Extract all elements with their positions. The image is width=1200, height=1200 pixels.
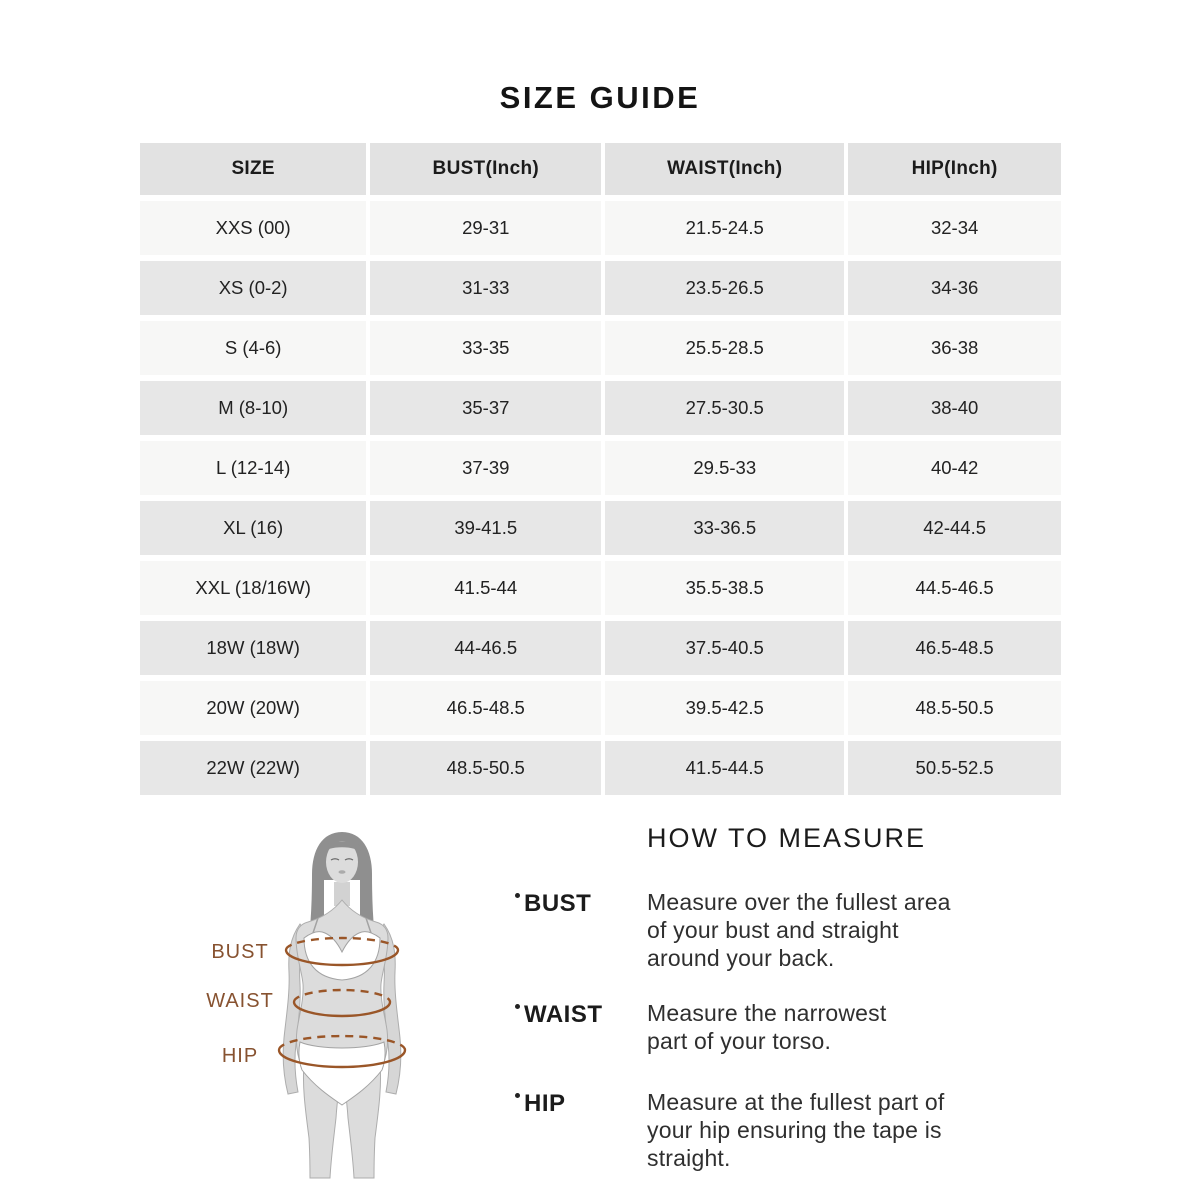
- hip-cell: 48.5-50.5: [848, 681, 1061, 735]
- waist-cell: 25.5-28.5: [605, 321, 844, 375]
- bust-cell: 39-41.5: [370, 501, 601, 555]
- hip-cell: 38-40: [848, 381, 1061, 435]
- waist-cell: 33-36.5: [605, 501, 844, 555]
- measure-label-text: WAIST: [524, 1001, 603, 1028]
- bullet-dot-icon: [515, 893, 520, 898]
- table-row: [140, 261, 1061, 315]
- waist-cell: 39.5-42.5: [605, 681, 844, 735]
- measure-text-bust: Measure over the fullest area of your bust and straight around your back.: [647, 889, 951, 971]
- measure-label-text: BUST: [524, 890, 592, 917]
- bust-cell: 44-46.5: [370, 621, 601, 675]
- size-cell: 20W (20W): [140, 681, 366, 735]
- header-waist: WAIST(Inch): [605, 143, 844, 195]
- header-size: SIZE: [140, 143, 366, 195]
- size-cell: M (8-10): [140, 381, 366, 435]
- size-cell: XXL (18/16W): [140, 561, 366, 615]
- bust-cell: 29-31: [370, 201, 601, 255]
- waist-cell: 41.5-44.5: [605, 741, 844, 795]
- measure-label-waist: [515, 999, 647, 1055]
- size-cell: 18W (18W): [140, 621, 366, 675]
- waist-cell: 35.5-38.5: [605, 561, 844, 615]
- figure-label-waist: WAIST: [206, 990, 274, 1012]
- bust-cell: 41.5-44: [370, 561, 601, 615]
- figure-mouth: [339, 870, 346, 874]
- bullet-dot-icon: [515, 1004, 520, 1009]
- measure-text-hip: Measure at the fullest part of your hip ensuring the tape is straight.: [647, 1089, 945, 1171]
- measure-label-bust: [515, 888, 647, 972]
- figure-label-hip: HIP: [221, 1045, 259, 1067]
- size-cell: L (12-14): [140, 441, 366, 495]
- size-table: [136, 137, 1065, 801]
- table-header-row: [140, 143, 1061, 195]
- size-cell: XXS (00): [140, 201, 366, 255]
- bust-cell: 35-37: [370, 381, 601, 435]
- table-row: [140, 501, 1061, 555]
- table-row: [140, 321, 1061, 375]
- bust-cell: 46.5-48.5: [370, 681, 601, 735]
- size-cell: XL (16): [140, 501, 366, 555]
- waist-cell: 27.5-30.5: [605, 381, 844, 435]
- measure-label-text: HIP: [524, 1090, 566, 1117]
- measure-text-waist: Measure the narrowest part of your torso.: [647, 1000, 887, 1054]
- figure-label-bust: BUST: [211, 941, 269, 963]
- hip-cell: 32-34: [848, 201, 1061, 255]
- waist-cell: 23.5-26.5: [605, 261, 844, 315]
- bust-cell: 31-33: [370, 261, 601, 315]
- hip-cell: 50.5-52.5: [848, 741, 1061, 795]
- bust-cell: 48.5-50.5: [370, 741, 601, 795]
- measure-item-bust: [515, 888, 985, 972]
- page-title: SIZE GUIDE: [499, 80, 701, 115]
- hip-cell: 40-42: [848, 441, 1061, 495]
- bullet-dot-icon: [515, 1093, 520, 1098]
- table-row: [140, 381, 1061, 435]
- waist-cell: 29.5-33: [605, 441, 844, 495]
- waist-cell: 21.5-24.5: [605, 201, 844, 255]
- table-row: [140, 741, 1061, 795]
- table-row: [140, 681, 1061, 735]
- size-cell: 22W (22W): [140, 741, 366, 795]
- hip-cell: 34-36: [848, 261, 1061, 315]
- header-hip: HIP(Inch): [848, 143, 1061, 195]
- size-cell: XS (0-2): [140, 261, 366, 315]
- table-row: [140, 201, 1061, 255]
- bust-cell: 33-35: [370, 321, 601, 375]
- bust-cell: 37-39: [370, 441, 601, 495]
- figure-torso: [296, 900, 388, 1068]
- hip-cell: 36-38: [848, 321, 1061, 375]
- table-row: [140, 621, 1061, 675]
- measure-heading: HOW TO MEASURE: [647, 823, 927, 853]
- measure-item-hip: [515, 1088, 985, 1172]
- table-row: [140, 561, 1061, 615]
- table-row: [140, 441, 1061, 495]
- size-cell: S (4-6): [140, 321, 366, 375]
- measure-label-hip: [515, 1088, 647, 1172]
- header-bust: BUST(Inch): [370, 143, 601, 195]
- hip-cell: 46.5-48.5: [848, 621, 1061, 675]
- waist-cell: 37.5-40.5: [605, 621, 844, 675]
- measure-item-waist: [515, 999, 985, 1055]
- hip-cell: 42-44.5: [848, 501, 1061, 555]
- hip-cell: 44.5-46.5: [848, 561, 1061, 615]
